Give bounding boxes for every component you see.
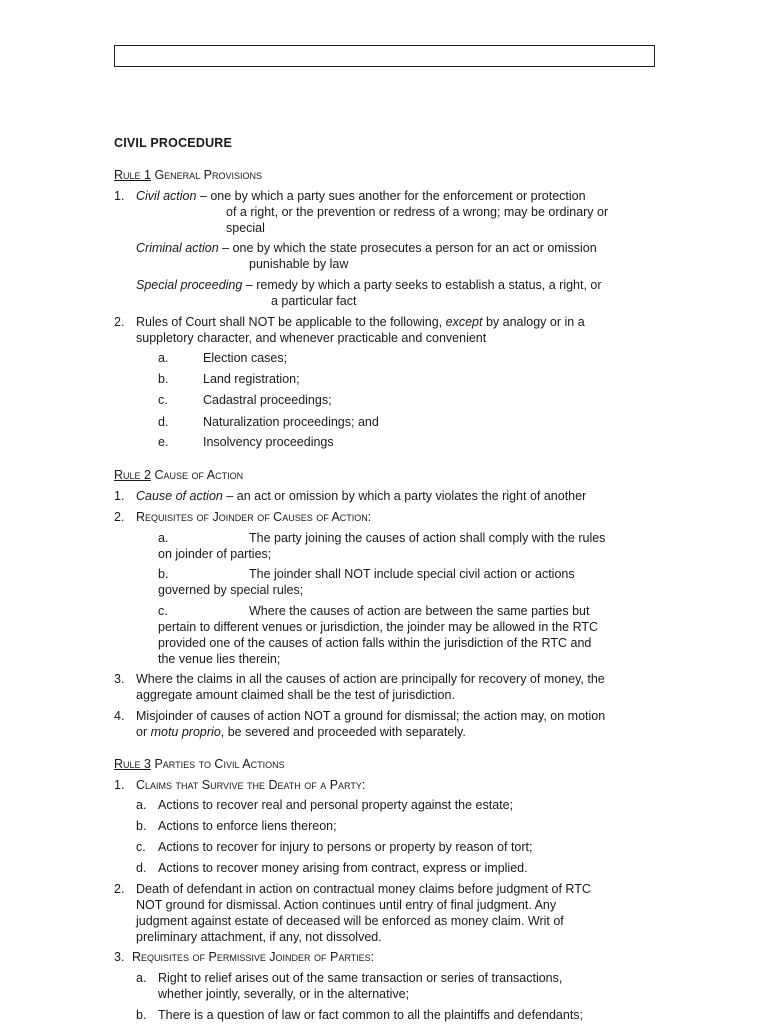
list-text: Actions to recover money arising from contract, express or implied. — [158, 861, 528, 875]
text: There is a question of law or fact common to all the plaintiffs and defendants; — [158, 1008, 584, 1022]
text: governed by special rules; — [158, 583, 304, 597]
text: The party joining the causes of action shall comply with the rules — [249, 531, 606, 545]
list-text: Naturalization proceedings; and — [203, 415, 379, 429]
definition-line: special — [226, 221, 265, 235]
header-box — [114, 45, 655, 67]
definition-line: of a right, or the prevention or redress of a wrong; may be ordinary or — [226, 205, 609, 219]
text: on joinder of parties; — [158, 547, 272, 561]
rule1-name: General Provisions — [154, 168, 263, 182]
text: , be severed and proceeded with separately. — [220, 725, 466, 739]
list-text: Insolvency proceedings — [203, 435, 334, 449]
definition-line: one by which the state prosecutes a person for an act or omission — [232, 241, 597, 255]
text: NOT ground for dismissal. Action continues until entry of final judgment. Any — [136, 898, 557, 912]
list-letter: c. — [136, 840, 146, 854]
list-text: Cadastral proceedings; — [203, 393, 332, 407]
term: Civil action — [136, 189, 197, 203]
rule2-name: Cause of Action — [154, 468, 244, 482]
list-letter: a. — [136, 971, 147, 985]
text: Right to relief arises out of the same transaction or series of transactions, — [158, 971, 563, 985]
rule3-name: Parties to Civil Actions — [154, 757, 285, 771]
list-number: 1. — [114, 489, 125, 503]
list-letter: b. — [158, 372, 169, 386]
list-text: Land registration; — [203, 372, 300, 386]
list-number: 1. — [114, 189, 125, 203]
text: preliminary attachment, if any, not dissolved. — [136, 930, 382, 944]
list-number: 3. — [114, 672, 125, 686]
list-number: 4. — [114, 709, 125, 723]
dash: – — [218, 241, 233, 255]
text: Death of defendant in action on contractual money claims before judgment of RTC — [136, 882, 591, 896]
dash: – — [196, 189, 211, 203]
list-number: 1. — [114, 778, 125, 792]
section-label: Requisites of Permissive Joinder of Parties: — [132, 950, 375, 964]
list-letter: a. — [158, 351, 169, 365]
definition-line: one by which a party sues another for the enforcement or protection — [210, 189, 586, 203]
list-letter: d. — [158, 415, 169, 429]
rule1-heading — [114, 167, 262, 183]
definition-line: remedy by which a party seeks to establish a status, a right, or — [256, 278, 602, 292]
text: by analogy or in a — [482, 315, 585, 329]
list-letter: c. — [158, 604, 168, 618]
dash: – — [242, 278, 257, 292]
list-letter: b. — [136, 819, 147, 833]
rule3-heading — [114, 756, 285, 772]
emphasis: motu proprio — [150, 725, 221, 739]
text: The joinder shall NOT include special civil action or actions — [249, 567, 575, 581]
text: Misjoinder of causes of action NOT a ground for dismissal; the action may, on motion — [136, 709, 606, 723]
section-label: Requisites of Joinder of Causes of Action: — [136, 510, 372, 524]
rule2-heading — [114, 467, 243, 483]
definition-line: punishable by law — [249, 257, 349, 271]
emphasis: except — [445, 315, 483, 329]
list-text: Actions to recover real and personal property against the estate; — [158, 798, 514, 812]
list-number: 2. — [114, 510, 125, 524]
definition-line: – an act or omission by which a party violates the right of another — [222, 489, 587, 503]
text: Rules of Court shall NOT be applicable to the following, — [136, 315, 446, 329]
list-letter: e. — [158, 435, 169, 449]
list-text: Election cases; — [203, 351, 288, 365]
text: Where the causes of action are between the same parties but — [249, 604, 590, 618]
text: the venue lies therein; — [158, 652, 281, 666]
rule1-number: Rule 1 — [114, 168, 151, 182]
definition-line: a particular fact — [271, 294, 357, 308]
text: pertain to different venues or jurisdiction, the joinder may be allowed in the RTC — [158, 620, 599, 634]
list-letter: a. — [136, 798, 147, 812]
list-letter: b. — [136, 1008, 147, 1022]
list-number: 2. — [114, 882, 125, 896]
list-letter: b. — [158, 567, 169, 581]
rule3-number: Rule 3 — [114, 757, 151, 771]
list-text: Actions to enforce liens thereon; — [158, 819, 337, 833]
list-text: Actions to recover for injury to persons or property by reason of tort; — [158, 840, 533, 854]
text: judgment against estate of deceased will be enforced as money claim. Writ of — [136, 914, 564, 928]
text: or — [136, 725, 151, 739]
term: Special proceeding — [136, 278, 243, 292]
text: whether jointly, severally, or in the alternative; — [158, 987, 410, 1001]
term: Cause of action — [136, 489, 223, 503]
list-letter: c. — [158, 393, 168, 407]
list-letter: d. — [136, 861, 147, 875]
rule2-number: Rule 2 — [114, 468, 151, 482]
list-number: 3. — [114, 950, 125, 964]
text: suppletory character, and whenever practicable and convenient — [136, 331, 487, 345]
term: Criminal action — [136, 241, 219, 255]
page-title: CIVIL PROCEDURE — [114, 136, 233, 150]
text: aggregate amount claimed shall be the test of jurisdiction. — [136, 688, 455, 702]
list-number: 2. — [114, 315, 125, 329]
text: provided one of the causes of action falls within the jurisdiction of the RTC and — [158, 636, 592, 650]
text: Where the claims in all the causes of action are principally for recovery of money, the — [136, 672, 605, 686]
section-label: Claims that Survive the Death of a Party: — [136, 778, 366, 792]
list-letter: a. — [158, 531, 169, 545]
